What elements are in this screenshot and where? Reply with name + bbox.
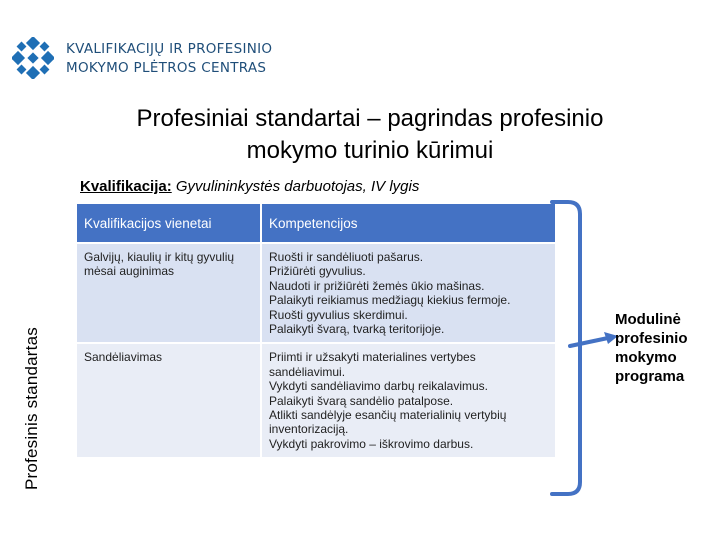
competencies-text: Priimti ir užsakyti materialines vertybes sandėliavimui. Vykdyti sandėliavimo darbų reikalavimus. Palaikyti švarą sandėlio patalpose. Atlikti sandėlyje esančių materialinių vertybių inventorizaciją. Vykdyti pakrovimo – iškrovimo darbus. [269, 350, 507, 451]
table-row [76, 343, 556, 458]
org-name-line1: KVALIFIKACIJŲ IR PROFESINIO [66, 41, 273, 57]
unit-cell [76, 343, 261, 458]
competencies-cell [261, 343, 556, 458]
unit-text: Sandėliavimas [84, 350, 163, 365]
organization-name [66, 40, 272, 78]
unit-cell [76, 243, 261, 343]
competencies-text: Ruošti ir sandėliuoti pašarus. Prižiūrėti gyvulius. Naudoti ir prižiūrėti žemės ūkio mašinas. Palaikyti reikiamus medžiagų kiekius fermoje. Ruošti gyvulius skerdimui. Palaikyti švarą, tvarką teritorijoje. [269, 250, 511, 337]
qualification-label: Kvalifikacija: [80, 178, 172, 195]
qualification-value: Gyvulininkystės darbuotojas, IV lygis [171, 178, 420, 195]
slide-title [60, 103, 680, 167]
flower-cross-logo [12, 37, 54, 79]
title-line1: Profesiniai standartai – pagrindas profesinio [136, 105, 604, 132]
table-header-row [76, 203, 556, 243]
arrow-right-icon [568, 330, 620, 354]
qualification [80, 178, 419, 195]
header-units: Kvalifikacijos vienetai [76, 203, 261, 243]
standard-table [75, 202, 557, 459]
table-row [76, 243, 556, 343]
side-label: Profesinis standartas [22, 327, 41, 490]
org-name-line2: MOKYMO PLĖTROS CENTRAS [66, 60, 267, 76]
title-line2: mokymo turinio kūrimui [246, 137, 494, 164]
unit-text: Galvijų, kiaulių ir kitų gyvulių mėsai auginimas [84, 250, 235, 279]
module-program-label: Modulinė profesinio mokymo programa [615, 311, 688, 385]
header-competencies: Kompetencijos [261, 203, 556, 243]
competencies-cell [261, 243, 556, 343]
